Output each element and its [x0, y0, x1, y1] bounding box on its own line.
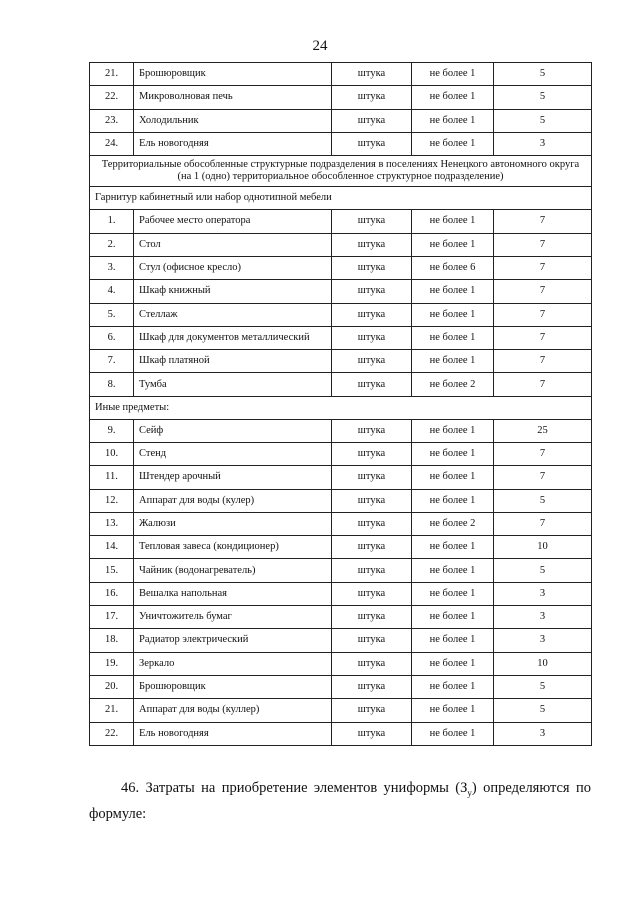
- cell-item-name: Тепловая завеса (кондиционер): [134, 536, 332, 559]
- cell-number: 14.: [90, 536, 134, 559]
- table-row: [90, 132, 592, 155]
- cell-quantity: не более 1: [412, 419, 494, 442]
- cell-number: 10.: [90, 442, 134, 465]
- cell-quantity: не более 1: [412, 652, 494, 675]
- cell-service-life: 3: [494, 132, 592, 155]
- group-heading-other-cell: [90, 396, 592, 419]
- cell-unit: штука: [332, 536, 412, 559]
- cell-item-name: Брошюровщик: [134, 63, 332, 86]
- cell-item-name: Радиатор электрический: [134, 629, 332, 652]
- cell-service-life: 3: [494, 582, 592, 605]
- cell-service-life: 7: [494, 303, 592, 326]
- cell-item-name: Брошюровщик: [134, 675, 332, 698]
- cell-number: 7.: [90, 350, 134, 373]
- cell-service-life: 5: [494, 489, 592, 512]
- cell-number: 18.: [90, 629, 134, 652]
- cell-unit: штука: [332, 722, 412, 745]
- paragraph-46: [89, 778, 591, 825]
- cell-item-name: Микроволновая печь: [134, 86, 332, 109]
- cell-item-name: Ель новогодняя: [134, 722, 332, 745]
- cell-unit: штука: [332, 675, 412, 698]
- table-row: [90, 675, 592, 698]
- cell-number: 23.: [90, 109, 134, 132]
- cell-service-life: 5: [494, 559, 592, 582]
- cell-service-life: 7: [494, 350, 592, 373]
- cell-service-life: 7: [494, 442, 592, 465]
- table-row: [90, 606, 592, 629]
- cell-service-life: 7: [494, 512, 592, 535]
- cell-unit: штука: [332, 373, 412, 396]
- cell-quantity: не более 1: [412, 582, 494, 605]
- cell-item-name: Холодильник: [134, 109, 332, 132]
- table-row: [90, 536, 592, 559]
- table-row: [90, 722, 592, 745]
- cell-unit: штука: [332, 559, 412, 582]
- cell-item-name: Сейф: [134, 419, 332, 442]
- table-row: [90, 699, 592, 722]
- cell-service-life: 25: [494, 419, 592, 442]
- table-row: [90, 373, 592, 396]
- cell-service-life: 3: [494, 606, 592, 629]
- cell-unit: штука: [332, 489, 412, 512]
- cell-number: 20.: [90, 675, 134, 698]
- cell-item-name: Жалюзи: [134, 512, 332, 535]
- cell-unit: штука: [332, 699, 412, 722]
- table-body: [90, 63, 592, 746]
- cell-unit: штука: [332, 582, 412, 605]
- cell-unit: штука: [332, 466, 412, 489]
- cell-quantity: не более 2: [412, 373, 494, 396]
- table-row: [90, 582, 592, 605]
- group-heading-other-text: Иные предметы:: [95, 401, 170, 413]
- table-row: [90, 233, 592, 256]
- table-row: [90, 489, 592, 512]
- table-row: [90, 652, 592, 675]
- paragraph-46-text-end: ) определяются по формуле:: [89, 780, 592, 822]
- cell-service-life: 10: [494, 536, 592, 559]
- cell-quantity: не более 1: [412, 86, 494, 109]
- section-heading-text: Территориальные обособленные структурные подразделения в поселениях Ненецкого автономного округа: [101, 159, 580, 171]
- cell-unit: штука: [332, 606, 412, 629]
- cell-quantity: не более 1: [412, 63, 494, 86]
- cell-service-life: 5: [494, 699, 592, 722]
- section-heading-cell: [90, 156, 592, 187]
- group-heading-other: [90, 396, 592, 419]
- cell-item-name: Чайник (водонагреватель): [134, 559, 332, 582]
- cell-number: 21.: [90, 63, 134, 86]
- cell-item-name: Рабочее место оператора: [134, 210, 332, 233]
- cell-item-name: Стенд: [134, 442, 332, 465]
- table-row: [90, 303, 592, 326]
- cell-item-name: Аппарат для воды (куллер): [134, 699, 332, 722]
- cell-unit: штука: [332, 210, 412, 233]
- table-row: [90, 86, 592, 109]
- cell-service-life: 7: [494, 373, 592, 396]
- cell-quantity: не более 1: [412, 442, 494, 465]
- cell-unit: штука: [332, 442, 412, 465]
- cell-service-life: 7: [494, 326, 592, 349]
- cell-quantity: не более 1: [412, 233, 494, 256]
- cell-number: 4.: [90, 280, 134, 303]
- cell-service-life: 5: [494, 63, 592, 86]
- cell-quantity: не более 1: [412, 629, 494, 652]
- section-heading-text: (на 1 (одно) территориальное обособленное структурное подразделение): [177, 171, 504, 183]
- cell-number: 17.: [90, 606, 134, 629]
- cell-item-name: Стеллаж: [134, 303, 332, 326]
- cell-number: 24.: [90, 132, 134, 155]
- table-row: [90, 63, 592, 86]
- cell-quantity: не более 6: [412, 256, 494, 279]
- cell-item-name: Стол: [134, 233, 332, 256]
- paragraph-46-text-start: 46. Затраты на приобретение элементов униформы (З: [121, 780, 468, 796]
- table-row: [90, 442, 592, 465]
- cell-unit: штука: [332, 652, 412, 675]
- cell-unit: штука: [332, 629, 412, 652]
- cell-quantity: не более 1: [412, 536, 494, 559]
- table-row: [90, 419, 592, 442]
- cell-quantity: не более 1: [412, 675, 494, 698]
- cell-number: 21.: [90, 699, 134, 722]
- cell-service-life: 10: [494, 652, 592, 675]
- cell-item-name: Зеркало: [134, 652, 332, 675]
- furniture-norms-table: [89, 62, 592, 746]
- cell-quantity: не более 1: [412, 699, 494, 722]
- cell-quantity: не более 1: [412, 350, 494, 373]
- cell-number: 5.: [90, 303, 134, 326]
- cell-unit: штука: [332, 132, 412, 155]
- cell-quantity: не более 1: [412, 326, 494, 349]
- table-row: [90, 512, 592, 535]
- group-heading-furniture-text: Гарнитур кабинетный или набор однотипной мебели: [95, 192, 332, 204]
- table-row: [90, 559, 592, 582]
- cell-unit: штука: [332, 109, 412, 132]
- cell-item-name: Аппарат для воды (кулер): [134, 489, 332, 512]
- group-heading-furniture-cell: [90, 187, 592, 210]
- table-row: [90, 629, 592, 652]
- cell-number: 11.: [90, 466, 134, 489]
- paragraph-46-subscript: у: [467, 787, 472, 798]
- cell-service-life: 7: [494, 256, 592, 279]
- cell-quantity: не более 1: [412, 606, 494, 629]
- cell-number: 3.: [90, 256, 134, 279]
- cell-service-life: 7: [494, 210, 592, 233]
- cell-item-name: Ель новогодняя: [134, 132, 332, 155]
- cell-number: 16.: [90, 582, 134, 605]
- cell-item-name: Тумба: [134, 373, 332, 396]
- cell-unit: штука: [332, 303, 412, 326]
- cell-quantity: не более 1: [412, 489, 494, 512]
- cell-unit: штука: [332, 419, 412, 442]
- cell-service-life: 7: [494, 233, 592, 256]
- cell-service-life: 3: [494, 722, 592, 745]
- cell-number: 22.: [90, 722, 134, 745]
- group-heading-furniture: [90, 187, 592, 210]
- cell-number: 15.: [90, 559, 134, 582]
- cell-service-life: 7: [494, 466, 592, 489]
- cell-service-life: 5: [494, 675, 592, 698]
- cell-item-name: Шкаф книжный: [134, 280, 332, 303]
- page-number: 24: [312, 38, 328, 54]
- cell-item-name: Стул (офисное кресло): [134, 256, 332, 279]
- cell-quantity: не более 1: [412, 303, 494, 326]
- table-row: [90, 326, 592, 349]
- cell-number: 9.: [90, 419, 134, 442]
- cell-number: 22.: [90, 86, 134, 109]
- cell-number: 13.: [90, 512, 134, 535]
- cell-quantity: не более 1: [412, 109, 494, 132]
- cell-item-name: Шкаф платяной: [134, 350, 332, 373]
- cell-item-name: Штендер арочный: [134, 466, 332, 489]
- cell-number: 8.: [90, 373, 134, 396]
- cell-quantity: не более 1: [412, 559, 494, 582]
- cell-item-name: Шкаф для документов металлический: [134, 326, 332, 349]
- cell-unit: штука: [332, 350, 412, 373]
- cell-unit: штука: [332, 280, 412, 303]
- cell-unit: штука: [332, 233, 412, 256]
- cell-quantity: не более 2: [412, 512, 494, 535]
- table-row: [90, 109, 592, 132]
- cell-unit: штука: [332, 256, 412, 279]
- cell-number: 12.: [90, 489, 134, 512]
- cell-service-life: 5: [494, 109, 592, 132]
- cell-number: 6.: [90, 326, 134, 349]
- cell-number: 19.: [90, 652, 134, 675]
- cell-quantity: не более 1: [412, 466, 494, 489]
- cell-service-life: 5: [494, 86, 592, 109]
- table-row: [90, 350, 592, 373]
- cell-item-name: Уничтожитель бумаг: [134, 606, 332, 629]
- cell-number: 2.: [90, 233, 134, 256]
- cell-unit: штука: [332, 63, 412, 86]
- table-row: [90, 256, 592, 279]
- cell-unit: штука: [332, 86, 412, 109]
- cell-quantity: не более 1: [412, 210, 494, 233]
- cell-quantity: не более 1: [412, 280, 494, 303]
- cell-service-life: 7: [494, 280, 592, 303]
- cell-unit: штука: [332, 326, 412, 349]
- table-row: [90, 210, 592, 233]
- table-row: [90, 280, 592, 303]
- cell-unit: штука: [332, 512, 412, 535]
- section-heading: [90, 156, 592, 187]
- cell-service-life: 3: [494, 629, 592, 652]
- cell-number: 1.: [90, 210, 134, 233]
- cell-quantity: не более 1: [412, 722, 494, 745]
- table-row: [90, 466, 592, 489]
- cell-quantity: не более 1: [412, 132, 494, 155]
- cell-item-name: Вешалка напольная: [134, 582, 332, 605]
